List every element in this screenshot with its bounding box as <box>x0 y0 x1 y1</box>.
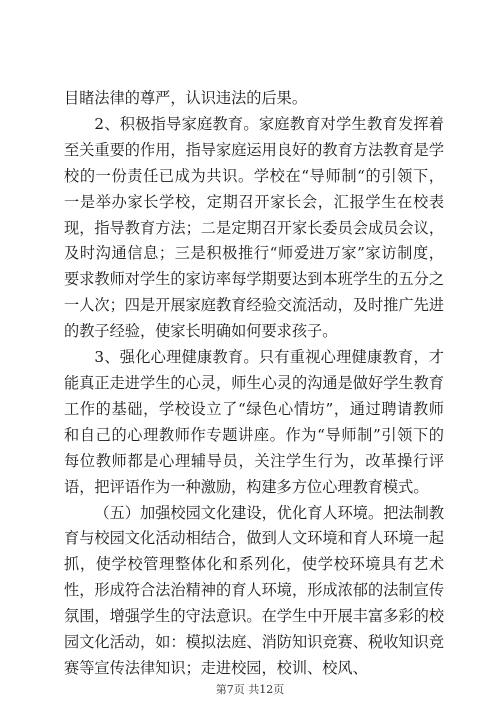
page-footer: 第7页 共12页 <box>215 683 285 696</box>
paragraph-campus-culture: （五）加强校园文化建设，优化育人环境。把法制教育与校园文化活动相结合，做到人文环境和育人环境一起抓，使学校管理整体化和系列化，使学校环境具有艺术性，形成符合法治精神的育人环境，形成浓郁的法制宣传氛围，增强学生的守法意识。在学生中开展丰富多彩的校园文化活动，如：模拟法庭、消防知识竞赛、税收知识竞赛等宣传法律知识；走进校园，校训、校风、 <box>64 503 444 677</box>
paragraph-family-education: 2、积极指导家庭教育。家庭教育对学生教育发挥着至关重要的作用，指导家庭运用良好的教育方法教育是学校的一份责任已成为共识。学校在“导师制“的引领下，一是举办家长学校，定期召开家长会，汇报学生在校表现，指导教育方法；二是定期召开家长委员会成员会议，及时沟通信息；三是积极推行“师爱进万家”家访制度，要求教师对学生的家访率每学期要达到本班学生的五分之一人次；四是开展家庭教育经验交流活动，及时推广先进的教子经验，使家长明确如何要求孩子。 <box>64 114 444 341</box>
paragraph-continuation: 目睹法律的尊严，认识违法的后果。 <box>64 89 307 107</box>
paragraph-mental-health: 3、强化心理健康教育。只有重视心理健康教育，才能真正走进学生的心灵，师生心灵的沟通是做好学生教育工作的基础，学校设立了“绿色心情坊”，通过聘请教师和自己的心理教师作专题讲座。作为“导师制”引领下的每位教师都是心理辅导员，关注学生行为，改革操行评语，把评语作为一种激励，构建多方位心理教育模式。 <box>64 348 444 496</box>
body-text <box>64 86 444 682</box>
